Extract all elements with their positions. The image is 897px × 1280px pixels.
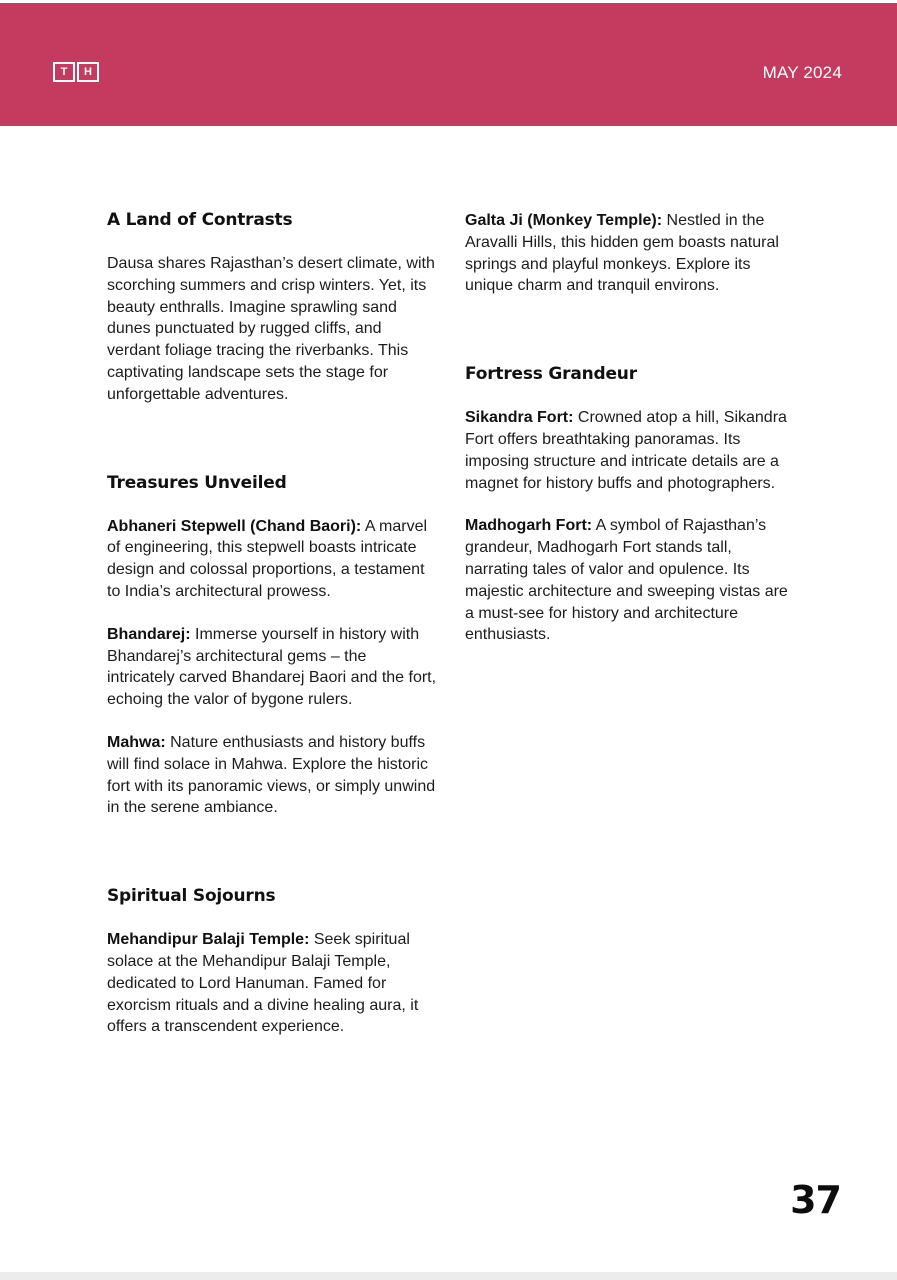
entry-title: Sikandra Fort: [465,409,574,427]
entry-text: Nestled in the Aravalli Hills, this hidden gem boasts natural springs and playful monkeys. Explore its unique charm and tranquil environs. [465,212,779,295]
entry-title: Mahwa: [107,733,166,751]
entry-paragraph [465,210,795,297]
section-heading: A Land of Contrasts [107,210,293,230]
entry-text: Nature enthusiasts and history buffs will find solace in Mahwa. Explore the historic fort with its panoramic views, or simply unwind in the serene ambiance. [107,733,436,817]
entry-paragraph [107,624,437,711]
section-body: Dausa shares Rajasthan’s desert climate, with scorching summers and crisp winters. Yet, its beauty enthralls. Imagine sprawling sand dunes punctuated by rugged cliffs, and verdant foliage tracing the riverbanks. This captivating landscape sets the stage for unforgettable adventures. [107,255,435,403]
page-number: 37 [790,1178,841,1222]
issue-date: MAY 2024 [762,63,842,82]
section-heading: Treasures Unveiled [107,472,287,493]
entry-paragraph [107,929,437,1038]
entry-text: Crowned atop a hill, Sikandra Fort offers breathtaking panoramas. Its imposing structure and intricate details are a magnet for history buffs and photographers. [465,409,787,492]
left-column [107,205,437,1038]
entry-paragraph [107,516,437,603]
publication-logo [53,62,99,82]
entry-title: Bhandarej: [107,625,191,643]
entry-text: A symbol of Rajasthan’s grandeur, Madhogarh Fort stands tall, narrating tales of valor and opulence. Its majestic architecture and sweeping vistas are a must-see for history and architecture enthusiasts. [465,517,788,644]
entry-title: Abhaneri Stepwell (Chand Baori): [107,517,362,535]
entry-title: Madhogarh Fort: [465,517,593,535]
entry-paragraph [465,515,795,646]
entry-paragraph [107,732,437,819]
entry-text: A marvel of engineering, this stepwell boasts intricate design and colossal proportions, a testament to India’s architectural prowess. [107,517,428,600]
entry-text: Seek spiritual solace at the Mehandipur Balaji Temple, dedicated to Lord Hanuman. Famed for exorcism rituals and a divine healing aura, it offers a transcendent experience. [107,931,419,1036]
entry-text: Immerse yourself in history with Bhandarej’s architectural gems – the intricately carved Bhandarej Baori and the fort, echoing the valor of bygone rulers. [107,625,437,709]
entry-title: Galta Ji (Monkey Temple): [465,212,663,229]
section-heading: Fortress Grandeur [465,364,637,385]
logo-letter-box: T [53,62,75,82]
entry-title: Mehandipur Balaji Temple: [107,931,310,949]
section-heading: Spiritual Sojourns [107,886,276,907]
entry-paragraph [465,407,795,494]
right-column [465,210,795,646]
page-header [0,3,897,126]
logo-letter-box: H [77,62,99,82]
